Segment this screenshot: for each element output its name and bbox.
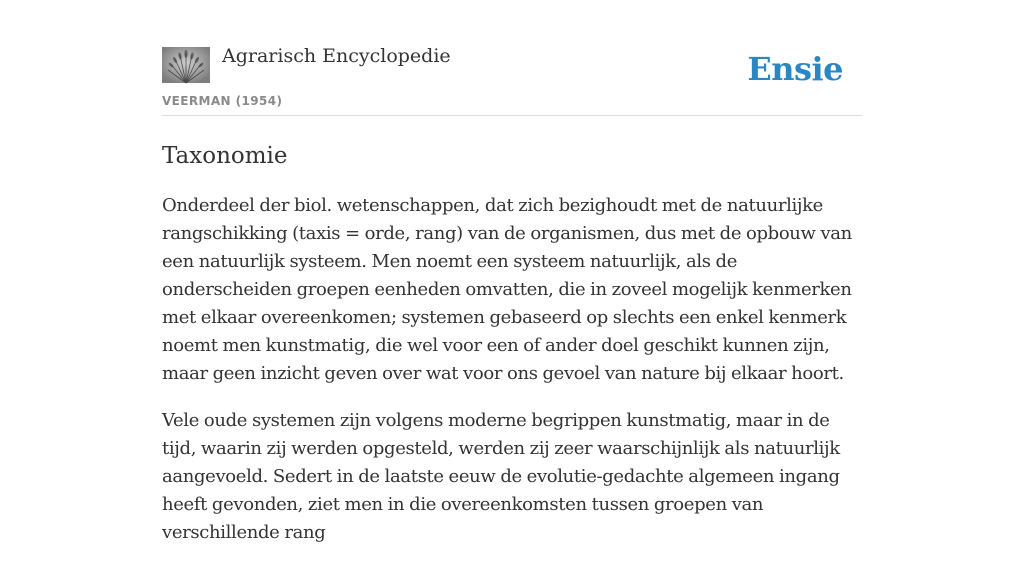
ensie-logo-link[interactable]: Ensie [747,50,843,88]
source-author-year: VEERMAN (1954) [162,94,283,108]
article-paragraph: Onderdeel der biol. wetenschappen, dat zich bezighoudt met de natuurlijke rangschikking (taxis = orde, rang) van de organismen, dus met de opbouw van een natuurlijk systeem. Men noemt een systeem natuurlijk, als de onderscheiden groepen eenheden omvatten, die in zoveel mogelijk kenmerken met elkaar overeenkomen; systemen gebaseerd op slechts een enkel kenmerk noemt men kunstmatig, die wel voor een of ander doel geschikt kunnen zijn, maar geen inzicht geven over wat voor ons gevoel van nature bij elkaar hoort. [162,195,852,384]
article-paragraph: Vele oude systemen zijn volgens moderne begrippen kunstmatig, maar in de tijd, waarin zij werden opgesteld, werden zij zeer waarschijnlijk als natuurlijk aangevoeld. Sedert in de laatste eeuw de evolutie-gedachte algemeen ingang heeft gevonden, ziet men in die overeenkomsten tussen groepen van verschillende rang [162,410,840,543]
article-title: Taxonomie [162,143,288,169]
wheat-sheaf-icon[interactable] [162,47,210,83]
source-title-link[interactable]: Agrarisch Encyclopedie [222,45,451,67]
source-header [162,0,862,116]
article-body [162,192,862,547]
content-container [162,0,862,566]
